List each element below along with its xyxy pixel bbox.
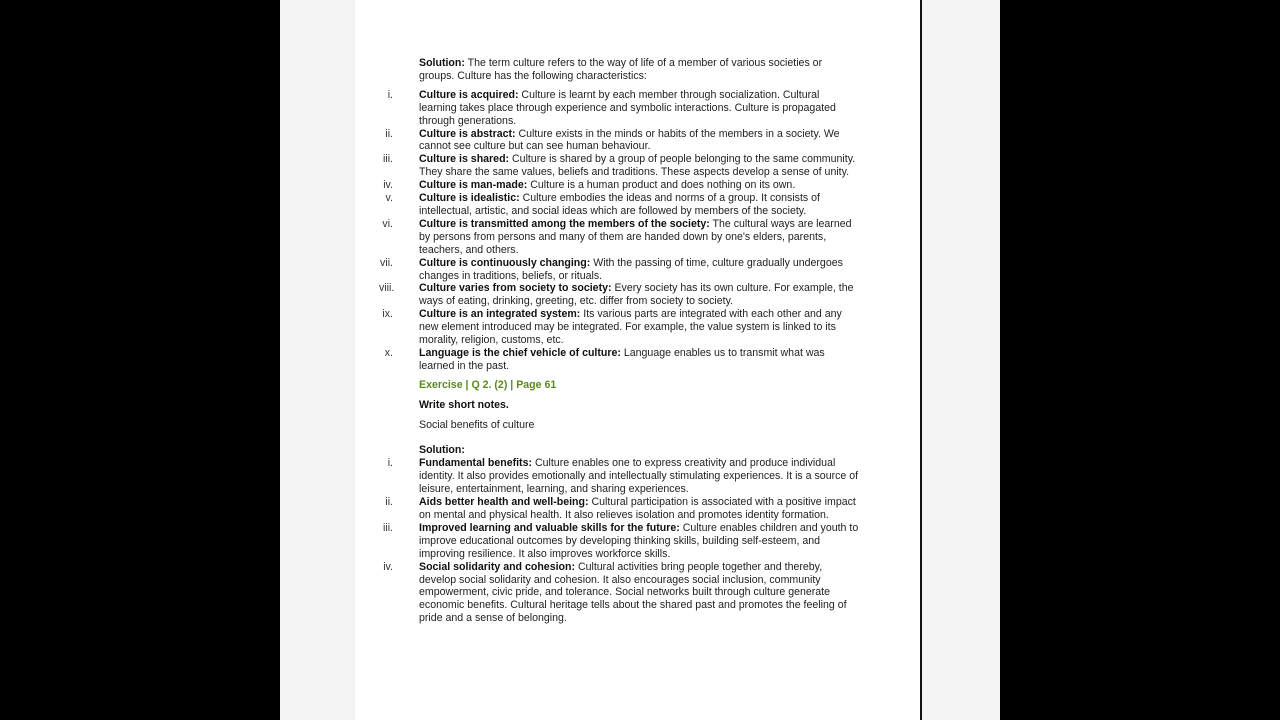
culture-characteristics-list (379, 88, 859, 373)
list-item-text: Culture is a human product and does nothing on its own. (527, 179, 796, 192)
list-item-text: Culture embodies the ideas and norms of a group. It consists of intellectual, artistic, and social ideas which are followed by members of the society. (419, 192, 820, 217)
list-number: x. (384, 346, 393, 359)
list-number: vii. (380, 256, 393, 269)
list-number: ix. (382, 308, 393, 321)
solution-intro (419, 57, 859, 83)
list-item-text: Culture is shared by a group of people belonging to the same community. They share the same values, beliefs and traditions. These aspects develop a sense of unity. (419, 153, 856, 179)
list-item-title: Culture is shared: (419, 153, 510, 166)
list-item-text: Every society has its own culture. For example, the ways of eating, drinking, greeting, etc. differ from society to society. (419, 282, 854, 308)
question-instruction: Write short notes. (419, 398, 509, 411)
document-page (355, 0, 922, 720)
list-item (385, 127, 859, 154)
list-item-title: Culture is continuously changing: (419, 256, 591, 269)
list-item-title: Fundamental benefits: (419, 457, 533, 470)
list-item (384, 346, 859, 373)
social-benefits-list (382, 457, 859, 625)
list-item-text: Culture is learnt by each member through socialization. Cultural learning takes place through experience and symbolic interactions. Culture is propagated through generations. (419, 88, 836, 127)
list-item (385, 192, 859, 218)
list-number: viii. (379, 282, 395, 295)
list-number: vi. (382, 217, 393, 230)
solution-label: Solution: (419, 444, 465, 457)
list-item-text: Language enables us to transmit what was learned in the past. (419, 346, 825, 372)
list-number: iii. (382, 153, 393, 166)
list-item-title: Culture is transmitted among the members of the society: (419, 217, 710, 230)
list-number: i. (387, 457, 393, 470)
list-item (387, 457, 859, 496)
list-number: i. (387, 88, 393, 101)
list-item (382, 308, 859, 347)
list-item-title: Culture varies from society to society: (419, 282, 612, 295)
list-number: v. (385, 192, 393, 205)
list-item (385, 496, 859, 522)
question-text: Social benefits of culture (419, 418, 535, 431)
list-number: ii. (385, 496, 393, 509)
list-item (380, 256, 859, 283)
list-item-text: Cultural activities bring people together and thereby, develop social solidarity and cohesion. It also encourages social inclusion, community empowerment, civic pride, and tolerance. Social networks built through culture generate economic benefits. Cultural heritage tells about the shared past and promotes the feeling of pride and a sense of belonging. (419, 560, 847, 625)
list-item (387, 88, 859, 128)
list-item (382, 217, 859, 257)
list-item-text: Culture enables one to express creativity and produce individual identity. It also provides emotionally and intellectually stimulating experiences. It is a source of leisure, entertainment, learning, and sharing experiences. (419, 457, 859, 496)
list-item-title: Social solidarity and cohesion: (419, 560, 575, 573)
list-item-title: Improved learning and valuable skills for the future: (419, 521, 680, 534)
list-item (379, 282, 859, 308)
list-item-text: Culture enables children and youth to improve educational outcomes by developing thinking skills, building self-esteem, and improving resilience. It also improves workforce skills. (419, 521, 859, 560)
list-item (383, 560, 859, 626)
list-item-text: Cultural participation is associated with a positive impact on mental and physical health. It also relieves isolation and promotes identity formation. (419, 496, 856, 521)
list-item-text: The cultural ways are learned by persons from persons and many of them are handed down by one's elders, parents, teachers, and others. (419, 217, 852, 256)
list-item-text: With the passing of time, culture gradually undergoes changes in traditions, beliefs, or rituals. (419, 256, 843, 282)
list-item-title: Culture is abstract: (419, 127, 516, 140)
list-number: iv. (383, 560, 393, 573)
list-item-title: Culture is idealistic: (419, 192, 520, 205)
list-item-title: Language is the chief vehicle of culture: (419, 346, 621, 359)
list-item-text: Its various parts are integrated with each other and any new element introduced may be integrated. For example, the value system is linked to its morality, religion, customs, etc. (419, 308, 842, 347)
list-item-title: Aids better health and well-being: (419, 496, 589, 509)
solution-heading (419, 444, 859, 457)
list-item (382, 153, 859, 179)
solution-label: Solution: (419, 57, 465, 69)
list-number: iv. (383, 179, 393, 192)
list-item-title: Culture is an integrated system: (419, 308, 581, 321)
list-item-text: Culture exists in the minds or habits of the members in a society. We cannot see culture but can see human behaviour. (419, 127, 840, 153)
list-item (382, 521, 859, 561)
list-item-title: Culture is acquired: (419, 88, 519, 101)
exercise-heading: Exercise | Q 2. (2) | Page 61 (419, 378, 557, 391)
list-item (383, 179, 859, 192)
page-content (379, 57, 859, 625)
solution-intro-text: The term culture refers to the way of life of a member of various societies or groups. Culture has the following characteristics: (419, 57, 823, 82)
list-number: ii. (385, 127, 393, 140)
list-number: iii. (382, 521, 393, 534)
list-item-title: Culture is man-made: (419, 179, 528, 192)
